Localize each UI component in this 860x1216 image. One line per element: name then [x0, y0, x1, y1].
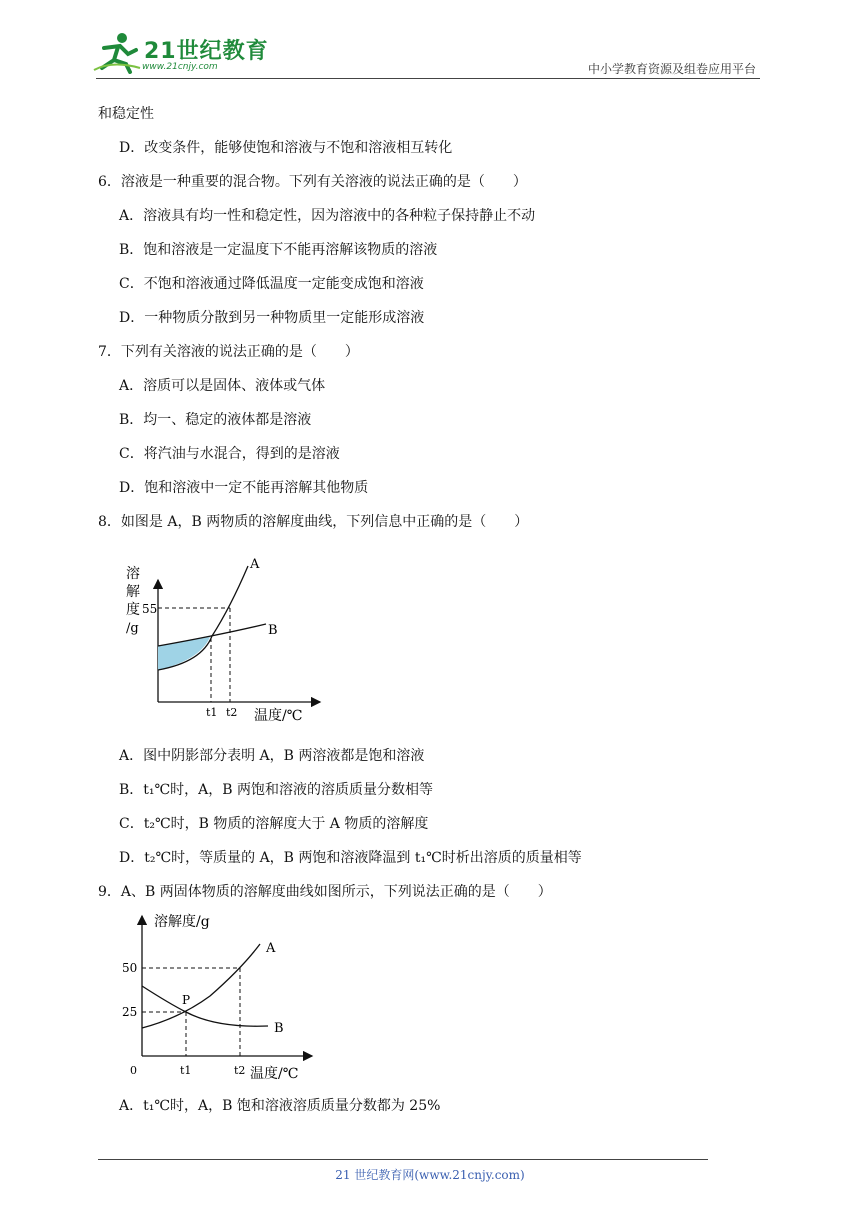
label-curve-b: B	[274, 1021, 284, 1036]
q9-option-a: A．t₁℃时，A，B 饱和溶液溶质质量分数都为 25%	[119, 1098, 441, 1114]
logo-url: www.21cnjy.com	[142, 62, 218, 72]
x-label: 温度/℃	[250, 1066, 299, 1082]
y-tick-50: 50	[122, 961, 138, 975]
q6-option-b: B．饱和溶液是一定温度下不能再溶解该物质的溶液	[119, 242, 438, 258]
x-tick-t1: t1	[180, 1064, 192, 1077]
solubility-figure-1	[120, 550, 340, 730]
label-curve-a: A	[250, 557, 260, 572]
y-tick-25: 25	[122, 1005, 138, 1019]
q7-option-c: C．将汽油与水混合，得到的是溶液	[119, 446, 340, 462]
q8-option-c: C．t₂℃时，B 物质的溶解度大于 A 物质的溶解度	[119, 816, 429, 832]
y-label-1: 溶	[126, 566, 140, 582]
page-header	[0, 0, 860, 90]
question-7: 7．下列有关溶液的说法正确的是（ ）	[98, 344, 359, 360]
footer-divider	[98, 1159, 708, 1160]
x-label: 温度/℃	[254, 708, 303, 724]
q7-option-b: B．均一、稳定的液体都是溶液	[119, 412, 312, 428]
point-p-label: P	[182, 993, 191, 1007]
question-9: 9．A、B 两固体物质的溶解度曲线如图所示，下列说法正确的是（ ）	[98, 884, 552, 900]
q6-option-c: C．不饱和溶液通过降低温度一定能变成饱和溶液	[119, 276, 424, 292]
y-label-3: 度	[126, 602, 140, 618]
q8-option-a: A．图中阴影部分表明 A，B 两溶液都是饱和溶液	[119, 748, 425, 764]
question-8: 8．如图是 A，B 两物质的溶解度曲线，下列信息中正确的是（ ）	[98, 514, 529, 530]
curve-b	[142, 986, 268, 1026]
runner-logo-icon	[92, 30, 142, 74]
label-curve-a: A	[266, 941, 276, 956]
label-curve-b: B	[268, 623, 278, 638]
x-tick-t1: t1	[206, 706, 218, 719]
q7-option-d: D．饱和溶液中一定不能再溶解其他物质	[119, 480, 369, 496]
y-tick-55: 55	[142, 602, 158, 616]
y-label-4: /g	[126, 621, 139, 636]
q6-option-a: A．溶液具有均一性和稳定性，因为溶液中的各种粒子保持静止不动	[119, 208, 536, 224]
question-6: 6．溶液是一种重要的混合物。下列有关溶液的说法正确的是（ ）	[98, 174, 527, 190]
q8-option-d: D．t₂℃时，等质量的 A，B 两饱和溶液降温到 t₁℃时析出溶质的质量相等	[119, 850, 582, 866]
shaded-region	[158, 637, 210, 670]
x-tick-t2: t2	[234, 1064, 246, 1077]
curve-a	[142, 944, 260, 1028]
option-d: D．改变条件，能够使饱和溶液与不饱和溶液相互转化	[119, 140, 453, 156]
header-divider	[96, 78, 760, 79]
logo-text: 21世纪教育	[144, 39, 269, 64]
footer-text: 21 世纪教育网(www.21cnjy.com)	[335, 1168, 525, 1182]
origin-label: 0	[130, 1064, 137, 1077]
x-tick-t2: t2	[226, 706, 238, 719]
y-label-2: 解	[126, 584, 140, 600]
header-platform-name: 中小学教育资源及组卷应用平台	[587, 62, 756, 76]
q7-option-a: A．溶质可以是固体、液体或气体	[119, 378, 326, 394]
y-label: 溶解度/g	[154, 914, 210, 930]
q8-option-b: B．t₁℃时，A，B 两饱和溶液的溶质质量分数相等	[119, 782, 434, 798]
solubility-figure-2	[120, 908, 320, 1088]
q6-option-d: D．一种物质分散到另一种物质里一定能形成溶液	[119, 310, 425, 326]
text-line: 和稳定性	[98, 106, 154, 122]
site-logo	[92, 30, 269, 78]
